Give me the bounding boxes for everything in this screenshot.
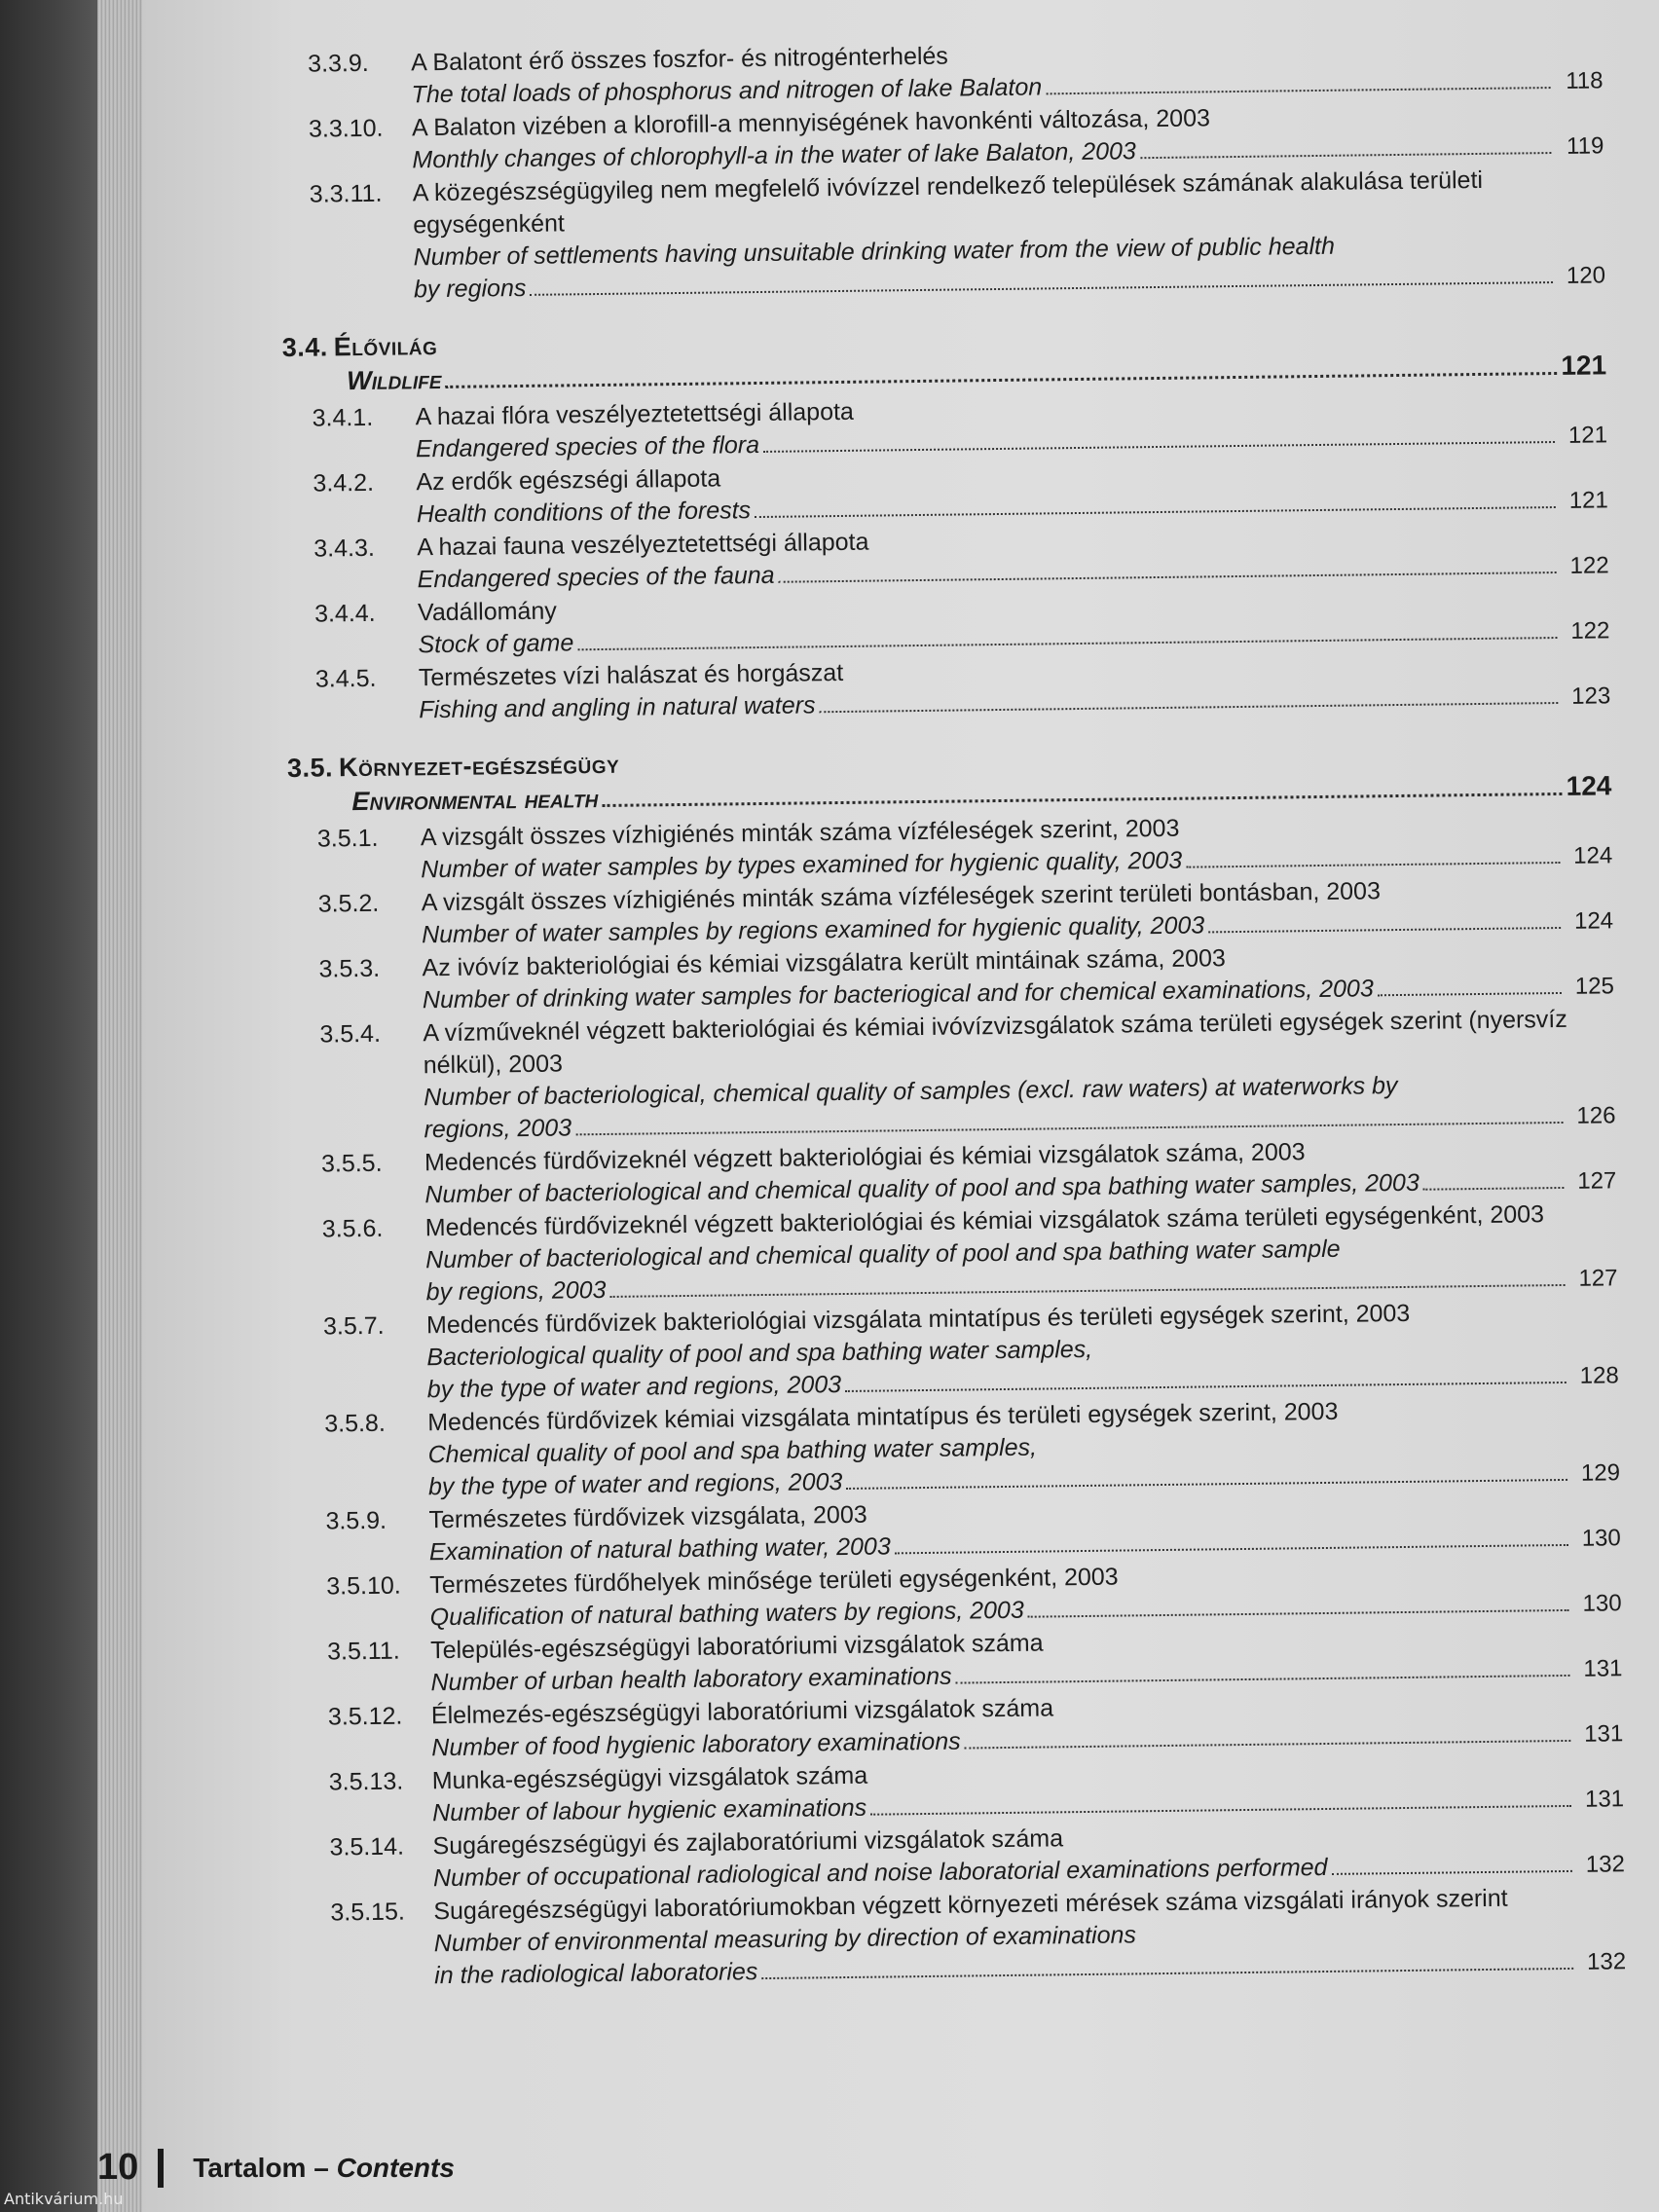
dot-leader bbox=[602, 793, 1562, 807]
dot-leader bbox=[956, 1675, 1570, 1684]
entry-page-number: 122 bbox=[1569, 552, 1609, 579]
dot-leader bbox=[1423, 1187, 1565, 1191]
section-title-hu: Környezet-egészségügy bbox=[338, 749, 620, 783]
entry-page-number: 129 bbox=[1580, 1459, 1621, 1487]
entry-number: 3.5.5. bbox=[320, 1149, 383, 1178]
entry-body bbox=[425, 1198, 1618, 1309]
toc-entry bbox=[280, 163, 1606, 308]
dot-leader bbox=[763, 441, 1555, 453]
entry-title-en: Number of water samples by regions examined for hygienic quality, 2003 bbox=[421, 911, 1205, 949]
entry-title-hu: A Balaton vizében a klorofill-a mennyiségének havonkénti változása, 2003 bbox=[411, 104, 1211, 142]
entry-number: 3.5.9. bbox=[325, 1506, 387, 1535]
entry-page-number: 127 bbox=[1578, 1265, 1618, 1292]
entry-title-hu: A közegészségügyileg nem megfelelő ivóvízzel rendelkező települések számának alakulása területi egységenként bbox=[412, 166, 1484, 240]
section-heading bbox=[282, 316, 1607, 399]
entry-title-hu: Medencés fürdővizek kémiai vizsgálata mintatípus és területi egységek szerint, 2003 bbox=[427, 1397, 1339, 1437]
entry-title-hu: Medencés fürdővizeknél végzett bakteriológiai és kémiai vizsgálatok száma, 2003 bbox=[424, 1138, 1306, 1177]
dot-leader bbox=[755, 506, 1556, 518]
section-number: 3.5. bbox=[286, 753, 334, 783]
dot-leader bbox=[1140, 152, 1551, 159]
entry-title-hu: Élelmezés-egészségügyi laboratóriumi vizsgálatok száma bbox=[430, 1694, 1054, 1730]
dot-leader bbox=[1028, 1609, 1569, 1618]
entry-page-number: 124 bbox=[1573, 907, 1614, 935]
entry-title-en: Fishing and angling in natural waters bbox=[419, 691, 816, 724]
entry-number: 3.4.5. bbox=[314, 664, 377, 693]
entry-page-number: 130 bbox=[1582, 1590, 1622, 1617]
entry-title-hu: Munka-egészségügyi vizsgálatok száma bbox=[431, 1761, 868, 1795]
entry-title-hu: A Balatont érő összes foszfor- és nitrogénterhelés bbox=[411, 42, 949, 77]
entry-title-en-line: Chemical quality of pool and spa bathing water samples, bbox=[427, 1433, 1038, 1469]
footer-divider bbox=[158, 2149, 164, 2188]
entry-number: 3.5.6. bbox=[321, 1214, 384, 1243]
entry-title-hu: Az ivóvíz bakteriológiai és kémiai vizsgálatra került mintáinak száma, 2003 bbox=[422, 944, 1227, 982]
section-title-en: Environmental health bbox=[351, 784, 599, 817]
entry-title-en-line: Number of bacteriological, chemical quality of samples (excl. raw waters) at waterworks by bbox=[424, 1072, 1398, 1112]
entry-body bbox=[433, 1881, 1626, 1992]
entry-page-number: 127 bbox=[1577, 1167, 1617, 1195]
entry-number: 3.4.3. bbox=[313, 534, 376, 563]
dot-leader bbox=[820, 702, 1559, 713]
entry-number: 3.5.12. bbox=[327, 1702, 403, 1731]
entry-title-en: Endangered species of the fauna bbox=[417, 561, 775, 594]
entry-title-en-line: Number of environmental measuring by direction of examinations bbox=[433, 1921, 1137, 1958]
entry-body bbox=[426, 1295, 1619, 1406]
entry-number: 3.5.15. bbox=[330, 1898, 406, 1927]
toc-entry bbox=[295, 1392, 1620, 1505]
entry-page-number: 131 bbox=[1583, 1655, 1623, 1682]
entry-title-hu: Természetes fürdővizek vizsgálata, 2003 bbox=[428, 1500, 867, 1534]
entry-body bbox=[419, 647, 1611, 726]
entry-page-number: 128 bbox=[1579, 1362, 1619, 1389]
toc-entry bbox=[290, 1003, 1616, 1148]
entry-number: 3.5.2. bbox=[317, 889, 380, 918]
entry-title-hu: A hazai flóra veszélyeztetettségi állapota bbox=[415, 397, 855, 431]
dot-leader bbox=[1046, 87, 1550, 94]
running-title-en: Contents bbox=[336, 2152, 455, 2183]
entry-title-en-line: Number of settlements having unsuitable drinking water from the view of public health bbox=[413, 232, 1336, 272]
entry-title-en: Number of food hygienic laboratory examinations bbox=[431, 1727, 961, 1762]
dot-leader bbox=[577, 637, 1557, 650]
entry-title-en: Number of water samples by types examined for hygienic quality, 2003 bbox=[421, 846, 1183, 884]
dot-leader bbox=[610, 1284, 1566, 1298]
entry-title-hu: A vizsgált összes vízhigiénés minták száma vízféleségek szerint területi bontásban, 2003 bbox=[421, 877, 1382, 917]
entry-number: 3.5.8. bbox=[324, 1409, 386, 1438]
entry-number: 3.5.11. bbox=[326, 1637, 400, 1666]
entry-number: 3.5.7. bbox=[322, 1311, 385, 1341]
toc-entry bbox=[294, 1295, 1619, 1408]
section-page-number: 121 bbox=[1561, 350, 1607, 381]
entry-title-en: Number of labour hygienic examinations bbox=[431, 1793, 867, 1827]
entry-title-en: by the type of water and regions, 2003 bbox=[427, 1468, 843, 1501]
dot-leader bbox=[779, 571, 1557, 583]
entry-number: 3.3.11. bbox=[309, 179, 383, 208]
entry-body bbox=[427, 1392, 1620, 1503]
section-page-number: 124 bbox=[1566, 770, 1612, 801]
entry-title-en: Stock of game bbox=[418, 629, 574, 659]
entry-title-hu: A hazai fauna veszélyeztetettségi állapota bbox=[417, 528, 869, 562]
page-number: 10 bbox=[97, 2147, 139, 2188]
section-number: 3.4. bbox=[281, 332, 328, 362]
entry-title-en: Health conditions of the forests bbox=[416, 497, 752, 529]
document-page bbox=[142, 0, 1659, 2212]
dot-leader bbox=[575, 1122, 1563, 1135]
dot-leader bbox=[1208, 927, 1561, 933]
dot-leader bbox=[1378, 992, 1562, 996]
entry-title-hu: Település-egészségügyi laboratóriumi vizsgálatok száma bbox=[429, 1629, 1044, 1665]
entry-number: 3.5.1. bbox=[316, 824, 379, 853]
toc-entry bbox=[301, 1881, 1626, 1994]
entry-page-number: 121 bbox=[1568, 487, 1608, 514]
entry-title-en: Qualification of natural bathing waters by regions, 2003 bbox=[429, 1596, 1024, 1632]
entry-title-hu: Természetes vízi halászat és horgászat bbox=[418, 658, 844, 692]
entry-title-en-line: Bacteriological quality of pool and spa bathing water samples, bbox=[426, 1335, 1093, 1372]
entry-page-number: 124 bbox=[1573, 842, 1613, 869]
entry-title-en: by the type of water and regions, 2003 bbox=[426, 1371, 842, 1404]
entry-title-hu: Természetes fürdőhelyek minősége területi egységenként, 2003 bbox=[429, 1563, 1119, 1600]
entry-title-en: Endangered species of the flora bbox=[415, 430, 760, 463]
dot-leader bbox=[895, 1544, 1568, 1554]
entry-page-number: 120 bbox=[1566, 262, 1606, 289]
entry-title-en: The total loads of phosphorus and nitrogen of lake Balaton bbox=[411, 73, 1043, 109]
entry-title-en: Number of bacteriological and chemical quality of pool and spa bathing water samples, 2003 bbox=[424, 1168, 1419, 1209]
entry-body bbox=[423, 1003, 1616, 1146]
entry-title-en: Monthly changes of chlorophyll-a in the water of lake Balaton, 2003 bbox=[412, 137, 1137, 174]
entry-page-number: 122 bbox=[1570, 617, 1610, 645]
entry-title-en-line: Number of bacteriological and chemical quality of pool and spa bathing water sample bbox=[425, 1235, 1341, 1274]
toc-entry bbox=[293, 1198, 1618, 1310]
entry-title-en: regions, 2003 bbox=[424, 1114, 572, 1144]
entry-title-hu: A vízműveknél végzett bakteriológiai és kémiai ivóvízvizsgálatok száma területi egységek szerint (nyersvíz nélkül), 2003 bbox=[423, 1005, 1567, 1080]
entry-title-en: Examination of natural bathing water, 2003 bbox=[428, 1532, 891, 1567]
entry-title-en: Number of occupational radiological and noise laboratorial examinations performed bbox=[432, 1853, 1328, 1893]
entry-number: 3.5.13. bbox=[328, 1767, 404, 1796]
dot-leader bbox=[1332, 1870, 1572, 1875]
entry-number: 3.3.9. bbox=[308, 49, 369, 78]
entry-number: 3.5.10. bbox=[326, 1571, 401, 1601]
entry-page-number: 130 bbox=[1581, 1525, 1621, 1552]
running-title bbox=[193, 2153, 455, 2184]
dot-leader bbox=[761, 1968, 1573, 1979]
running-title-hu: Tartalom – bbox=[193, 2152, 337, 2183]
page-footer bbox=[97, 2147, 455, 2189]
entry-number: 3.4.1. bbox=[312, 403, 374, 432]
dot-leader bbox=[446, 372, 1558, 388]
entry-page-number: 123 bbox=[1571, 682, 1611, 710]
entry-title-hu: Medencés fürdővizek bakteriológiai vizsgálata mintatípus és területi egységek szerint, 2003 bbox=[425, 1299, 1411, 1340]
entry-title-hu: Sugáregészségügyi laboratóriumokban végzett környezeti mérések száma vizsgálati irányok szerint bbox=[433, 1884, 1508, 1926]
entry-number: 3.4.4. bbox=[313, 599, 376, 628]
entry-page-number: 119 bbox=[1566, 132, 1604, 160]
entry-title-en: Number of urban health laboratory examinations bbox=[430, 1662, 952, 1697]
entry-number: 3.3.10. bbox=[308, 114, 384, 143]
entry-page-number: 132 bbox=[1585, 1851, 1626, 1878]
entry-page-number: 118 bbox=[1566, 67, 1604, 94]
watermark: Antikvárium.hu bbox=[4, 2190, 124, 2208]
page-edges bbox=[97, 0, 142, 2212]
entry-number: 3.5.3. bbox=[318, 954, 381, 983]
entry-page-number: 125 bbox=[1574, 973, 1615, 1000]
entry-number: 3.4.2. bbox=[313, 468, 375, 498]
entry-title-en: Number of drinking water samples for bacteriogical and for chemical examinations, 2003 bbox=[422, 975, 1374, 1014]
section-heading bbox=[287, 737, 1612, 820]
entry-title-en: by regions, 2003 bbox=[425, 1275, 607, 1307]
entry-number: 3.5.14. bbox=[329, 1832, 405, 1862]
section-title-en: Wildlife bbox=[346, 364, 442, 396]
entry-title-hu: Vadállomány bbox=[417, 597, 557, 627]
table-of-contents bbox=[278, 32, 1626, 1994]
dot-leader bbox=[845, 1382, 1567, 1392]
entry-title-hu: Az erdők egészségi állapota bbox=[416, 464, 721, 497]
book-spine bbox=[0, 0, 97, 2212]
entry-title-hu: A vizsgált összes vízhigiénés minták száma vízféleségek szerint, 2003 bbox=[420, 814, 1180, 852]
dot-leader bbox=[530, 281, 1553, 296]
entry-title-en: in the radiological laboratories bbox=[434, 1958, 758, 1990]
entry-page-number: 131 bbox=[1584, 1720, 1624, 1748]
dot-leader bbox=[870, 1805, 1571, 1816]
entry-page-number: 132 bbox=[1586, 1948, 1627, 1975]
dot-leader bbox=[965, 1740, 1571, 1750]
entry-page-number: 121 bbox=[1567, 422, 1608, 449]
entry-title-en: by regions bbox=[413, 274, 527, 304]
entry-page-number: 126 bbox=[1576, 1102, 1616, 1129]
entry-title-hu: Medencés fürdővizeknél végzett bakteriológiai és kémiai vizsgálatok száma területi egységenként, 2003 bbox=[424, 1200, 1545, 1242]
dot-leader bbox=[1186, 862, 1560, 868]
section-title-hu: Élővilág bbox=[333, 331, 438, 362]
entry-page-number: 131 bbox=[1584, 1786, 1625, 1813]
dot-leader bbox=[846, 1479, 1567, 1490]
entry-body bbox=[413, 163, 1606, 306]
entry-number: 3.5.4. bbox=[319, 1019, 382, 1049]
entry-title-hu: Sugáregészségügyi és zajlaboratóriumi vizsgálatok száma bbox=[432, 1825, 1064, 1861]
